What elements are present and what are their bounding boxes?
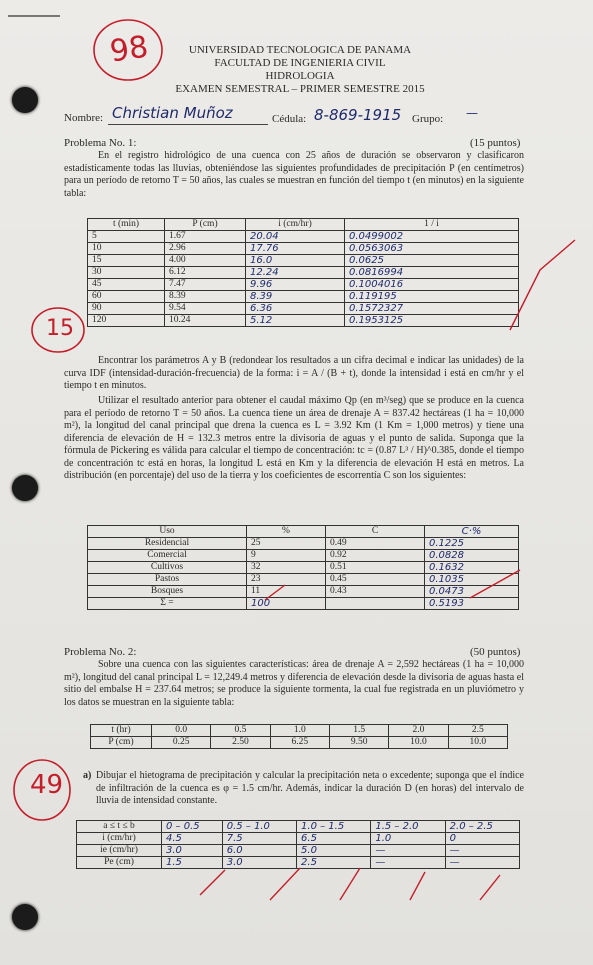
table-cell: 0.0828 [425,550,519,562]
table-cell: 60 [88,291,165,303]
table-cell: 0.5 – 1.0 [222,821,296,833]
p1-grade: 15 [46,316,74,341]
nombre-label: Nombre: [64,112,104,124]
table-header: t (min) [88,219,165,231]
table-cell: 0.25 [152,737,211,749]
check-mark [270,868,300,900]
table-cell: ie (cm/hr) [77,845,162,857]
course-name: HIDROLOGIA [265,70,335,82]
table-header: 1 / i [345,219,519,231]
table-cell: 5 [88,231,165,243]
table-cell: 2.50 [211,737,270,749]
table-header: C [326,526,425,538]
table-cell: Comercial [88,550,247,562]
table-cell: 6.0 [222,845,296,857]
table-cell: 16.0 [246,255,345,267]
table-cell: 45 [88,279,165,291]
table-cell: 2.5 [297,857,371,869]
check-mark [265,585,285,600]
table-cell: 100 [247,598,326,610]
table-cell: 0.49 [326,538,425,550]
p1-intro: En el registro hidrológico de una cuenca con 25 años de duración se observaron y clasificaron estadísticamente todas las lluvias, obteniéndose las siguientes profundidades de precipitación P (en centímetros) para un período de retorno T = 50 años, las cuales se muestran en función del tiempo t (en minutos) en la siguiente tabla: [64,150,524,199]
table-cell: 25 [247,538,326,550]
table-header: Uso [88,526,247,538]
table-cell: 20.04 [246,231,345,243]
table-cell: 6.36 [246,303,345,315]
table-cell: 0.92 [326,550,425,562]
table-cell: 0.51 [326,562,425,574]
table-cell: 1.67 [165,231,246,243]
table-cell: — [445,845,519,857]
table-cell: 0.1004016 [345,279,519,291]
check-mark [410,872,425,900]
table-cell: 0 – 0.5 [162,821,223,833]
table-cell: 0.1953125 [345,315,519,327]
table-cell: 2.0 [389,725,448,737]
total-grade: 98 [107,29,151,70]
table-cell: 10.0 [389,737,448,749]
table-cell: — [371,845,445,857]
table-cell: Residencial [88,538,247,550]
table-cell: 6.12 [165,267,246,279]
p1-points: (15 puntos) [470,137,521,149]
table-cell: 1.0 [270,725,329,737]
exam-title: EXAMEN SEMESTRAL – PRIMER SEMESTRE 2015 [175,83,425,95]
table-cell: 9 [247,550,326,562]
table-cell: 10 [88,243,165,255]
table-cell: 1.5 [329,725,388,737]
p1-para3: Utilizar el resultado anterior para obtener el caudal máximo Qp (en m³/seg) que se produce en la cuenca para el período de retorno T = 50 años. La cuenca tiene un área de drenaje A = 837.42 hectáreas (1 ha = 10,000 m²), la longitud del canal principal que drena la cuenca es L = 3.92 Km (1 Km = 1,000 metros) y tiene una diferencia de elevación de H = 132.3 metros entre la divisoria de aguas y el punto de salida. Suponga que la fórmula de Pickering es válida para calcular el tiempo de concentración: tc = (0.87 L³ / H)^0.385, donde el tiempo de concentración tc está en horas, la longitud L está en Km y la diferencia de elevación H está en metros. La distribución (en porcentaje) del uso de la tierra y los coeficientes de escorrentía C son los siguientes: [64,395,524,481]
table-cell: 3.0 [162,845,223,857]
table-cell: 4.00 [165,255,246,267]
table-cell: Cultivos [88,562,247,574]
p2-title: Problema No. 2: [64,646,137,658]
table-cell: 30 [88,267,165,279]
table-cell: 0 [445,833,519,845]
check-mark [470,570,520,598]
p2-part-a: Dibujar el hietograma de precipitación y calcular la precipitación neta o excedente; suponga que el índice de infiltración de la cuenca es φ = 1.5 cm/hr. Además, indicar la duración D (en horas) del intervalo de lluvia de intensidad constante. [96,770,524,806]
table-cell: 0.0473 [425,586,519,598]
table-cell: 2.96 [165,243,246,255]
table-cell: 1.5 – 2.0 [371,821,445,833]
table-cell: 0.0816994 [345,267,519,279]
table-cell: i (cm/hr) [77,833,162,845]
p2-intro: Sobre una cuenca con las siguientes características: área de drenaje A = 2,592 hectáreas (1 ha = 10,000 m²), longitud del canal principal L = 12,249.4 metros y diferencia de elevación desde la divisoria de aguas hasta el sitio del embalse H = 237.64 metros; se produce la siguiente tormenta, la cual fue registrada en un pluviómetro y los datos se muestran en la siguiente tabla: [64,659,524,708]
table-cell: 5.0 [297,845,371,857]
table-cell: 0.0625 [345,255,519,267]
table-cell: Pastos [88,574,247,586]
table-cell: 0.0 [152,725,211,737]
table-cell: 9.96 [246,279,345,291]
table-cell: 7.5 [222,833,296,845]
table-cell: 8.39 [165,291,246,303]
table-cell: 2.0 – 2.5 [445,821,519,833]
table-cell: 9.54 [165,303,246,315]
university-name: UNIVERSIDAD TECNOLOGICA DE PANAMA [188,44,412,56]
table-cell: 12.24 [246,267,345,279]
p1-title: Problema No. 1: [64,137,137,149]
table-cell: P (cm) [91,737,152,749]
grade-circle [94,20,162,80]
table-cell: 0.5193 [425,598,519,610]
table-cell: 8.39 [246,291,345,303]
table-header: % [247,526,326,538]
table-cell: 0.1225 [425,538,519,550]
table-cell: 0.1035 [425,574,519,586]
table-cell: 0.119195 [345,291,519,303]
table-cell: 0.1632 [425,562,519,574]
table-cell: 90 [88,303,165,315]
table-cell: 9.50 [329,737,388,749]
table-cell: 11 [247,586,326,598]
cedula-value: 8-869-1915 [314,106,402,124]
table-cell: 120 [88,315,165,327]
check-mark [480,875,500,900]
table-cell: a ≤ t ≤ b [77,821,162,833]
table-cell: 1.0 – 1.5 [297,821,371,833]
table-cell: 32 [247,562,326,574]
grade-circle [32,308,84,352]
grupo-label: Grupo: [412,113,444,125]
table-cell: 15 [88,255,165,267]
table-cell: 5.12 [246,315,345,327]
table-cell: t (hr) [91,725,152,737]
table-cell: 10.24 [165,315,246,327]
p1-para2: Encontrar los parámetros A y B (redondear los resultados a un cifra decimal e indicar las unidades) de la curva IDF (intensidad-duración-frecuencia) de la forma: i = A / (B + t), donde la intensidad i está en cm/hr y el tiempo t en minutos. [64,355,524,391]
p2-points: (50 puntos) [470,646,521,658]
table-cell: Bosques [88,586,247,598]
table-cell: Σ = [88,598,247,610]
table-cell: 23 [247,574,326,586]
table-header: P (cm) [165,219,246,231]
table-cell: 0.45 [326,574,425,586]
table-cell: 6.25 [270,737,329,749]
table-cell: 0.1572327 [345,303,519,315]
table-cell: Pe (cm) [77,857,162,869]
check-mark [340,868,360,900]
table-cell: 0.0499002 [345,231,519,243]
grupo-value: — [466,106,478,120]
table-cell: 7.47 [165,279,246,291]
part-a-letter: a) [83,770,92,781]
table-cell: 1.5 [162,857,223,869]
table-cell: 1.0 [371,833,445,845]
faculty-name: FACULTAD DE INGENIERIA CIVIL [214,57,386,69]
check-mark [200,870,225,895]
table-cell: — [445,857,519,869]
table-cell: 10.0 [448,737,507,749]
table-cell: 2.5 [448,725,507,737]
p2-grade: 49 [30,770,64,800]
check-mark [510,240,575,330]
table-cell: 4.5 [162,833,223,845]
nombre-value: Christian Muñoz [112,104,233,122]
table-cell: 17.76 [246,243,345,255]
table-cell: 0.43 [326,586,425,598]
grade-circle [14,760,70,820]
table-header: C·% [425,526,519,538]
table-cell: 0.5 [211,725,270,737]
table-cell: — [371,857,445,869]
table-cell: 0.0563063 [345,243,519,255]
table-header: i (cm/hr) [246,219,345,231]
cedula-label: Cédula: [272,113,307,125]
table-cell: 6.5 [297,833,371,845]
table-cell: 3.0 [222,857,296,869]
